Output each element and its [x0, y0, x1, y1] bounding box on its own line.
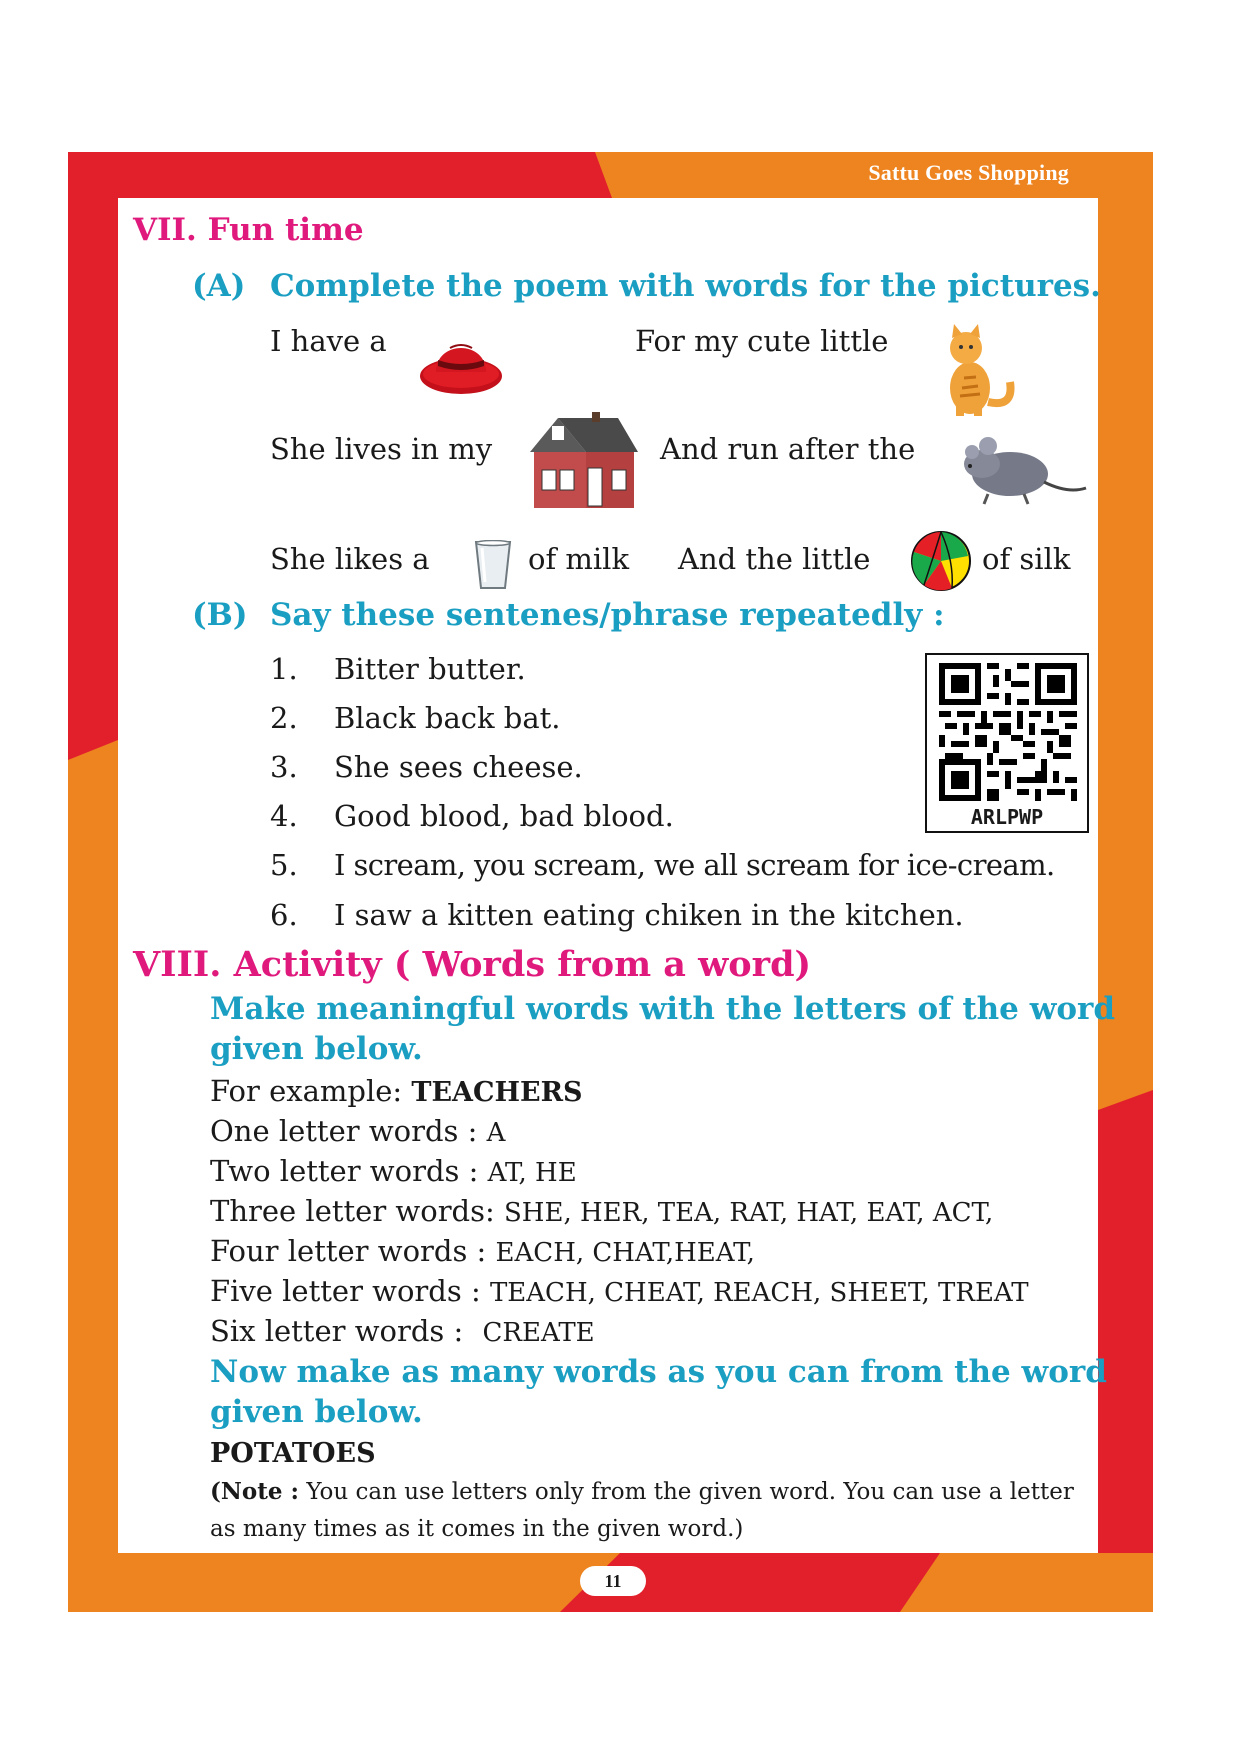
note-line-2: as many times as it comes in the given word.)	[210, 1516, 744, 1542]
list-item-number: 5.	[270, 848, 298, 882]
book-title-header: Sattu Goes Shopping	[868, 160, 1069, 185]
mouse-icon	[958, 434, 1088, 508]
section-8-title: VIII. Activity ( Words from a word)	[133, 944, 812, 985]
word-row-label: Three letter words:	[210, 1194, 495, 1228]
word-row-words: TEACH, CHEAT, REACH, SHEET, TREAT	[489, 1278, 1029, 1308]
hat-icon	[418, 330, 504, 398]
word-row	[210, 1314, 595, 1348]
poem-line-3-left: She likes a	[270, 542, 430, 576]
word-row	[210, 1114, 505, 1148]
activity-task-instruction-line-2: given below.	[210, 1394, 423, 1430]
house-icon	[526, 412, 642, 508]
list-item: Bitter butter.	[334, 652, 526, 686]
word-row-label: Two letter words :	[210, 1154, 479, 1188]
part-b-label: (B)	[192, 597, 248, 633]
poem-line-3-left-after: of milk	[528, 542, 630, 576]
poem-line-1-right: For my cute little	[635, 324, 889, 358]
poem-line-3-right: And the little	[678, 542, 871, 576]
example-label: For example:	[210, 1074, 403, 1108]
part-a-instruction: Complete the poem with words for the pictures.	[270, 268, 1101, 304]
list-item-number: 3.	[270, 750, 298, 784]
list-item: I saw a kitten eating chiken in the kitchen.	[334, 898, 964, 932]
qr-code[interactable]	[925, 653, 1089, 833]
example-row	[210, 1074, 583, 1108]
list-item-number: 6.	[270, 898, 298, 932]
word-row-words: CREATE	[482, 1318, 595, 1348]
poem-line-1-left: I have a	[270, 324, 387, 358]
word-row-words: EACH, CHAT,HEAT,	[495, 1238, 755, 1268]
list-item-number: 1.	[270, 652, 298, 686]
poem-line-2-right: And run after the	[660, 432, 916, 466]
word-row	[210, 1274, 1029, 1308]
list-item: She sees cheese.	[334, 750, 583, 784]
note-text-1: You can use letters only from the given word. You can use a letter	[299, 1479, 1074, 1505]
cat-icon	[936, 322, 1020, 416]
task-word: POTATOES	[210, 1438, 376, 1469]
word-row-words: SHE, HER, TEA, RAT, HAT, EAT, ACT,	[504, 1198, 994, 1228]
list-item: Black back bat.	[334, 701, 561, 735]
glass-icon	[474, 540, 512, 590]
poem-line-3-right-after: of silk	[982, 542, 1071, 576]
list-item: Good blood, bad blood.	[334, 799, 674, 833]
qr-code-label: ARLPWP	[970, 805, 1044, 829]
note-open-paren: (	[210, 1478, 221, 1505]
activity-instruction-line-1: Make meaningful words with the letters of the word	[210, 991, 1116, 1027]
example-word: TEACHERS	[411, 1077, 583, 1108]
word-row-words: A	[486, 1118, 506, 1148]
activity-instruction-line-2: given below.	[210, 1031, 423, 1067]
poem-line-2-left: She lives in my	[270, 432, 493, 466]
part-a-label: (A)	[192, 268, 246, 304]
word-row-label: One letter words :	[210, 1114, 478, 1148]
qr-code-pattern	[939, 663, 1077, 801]
page-number: 11	[580, 1566, 646, 1596]
activity-task-instruction-line-1: Now make as many words as you can from the word	[210, 1354, 1107, 1390]
word-row-words: AT, HE	[487, 1158, 577, 1188]
ball-icon	[910, 530, 972, 592]
word-row	[210, 1154, 577, 1188]
word-row-label: Five letter words :	[210, 1274, 481, 1308]
list-item-number: 2.	[270, 701, 298, 735]
list-item: I scream, you scream, we all scream for ice-cream.	[334, 848, 1055, 882]
word-row-label: Six letter words :	[210, 1314, 464, 1348]
note-line-1	[210, 1478, 1074, 1505]
section-7-title: VII. Fun time	[133, 212, 364, 248]
note-label: Note :	[220, 1478, 300, 1505]
word-row	[210, 1234, 755, 1268]
word-row	[210, 1194, 993, 1228]
part-b-instruction: Say these sentenes/phrase repeatedly :	[270, 597, 945, 633]
list-item-number: 4.	[270, 799, 298, 833]
word-row-label: Four letter words :	[210, 1234, 487, 1268]
